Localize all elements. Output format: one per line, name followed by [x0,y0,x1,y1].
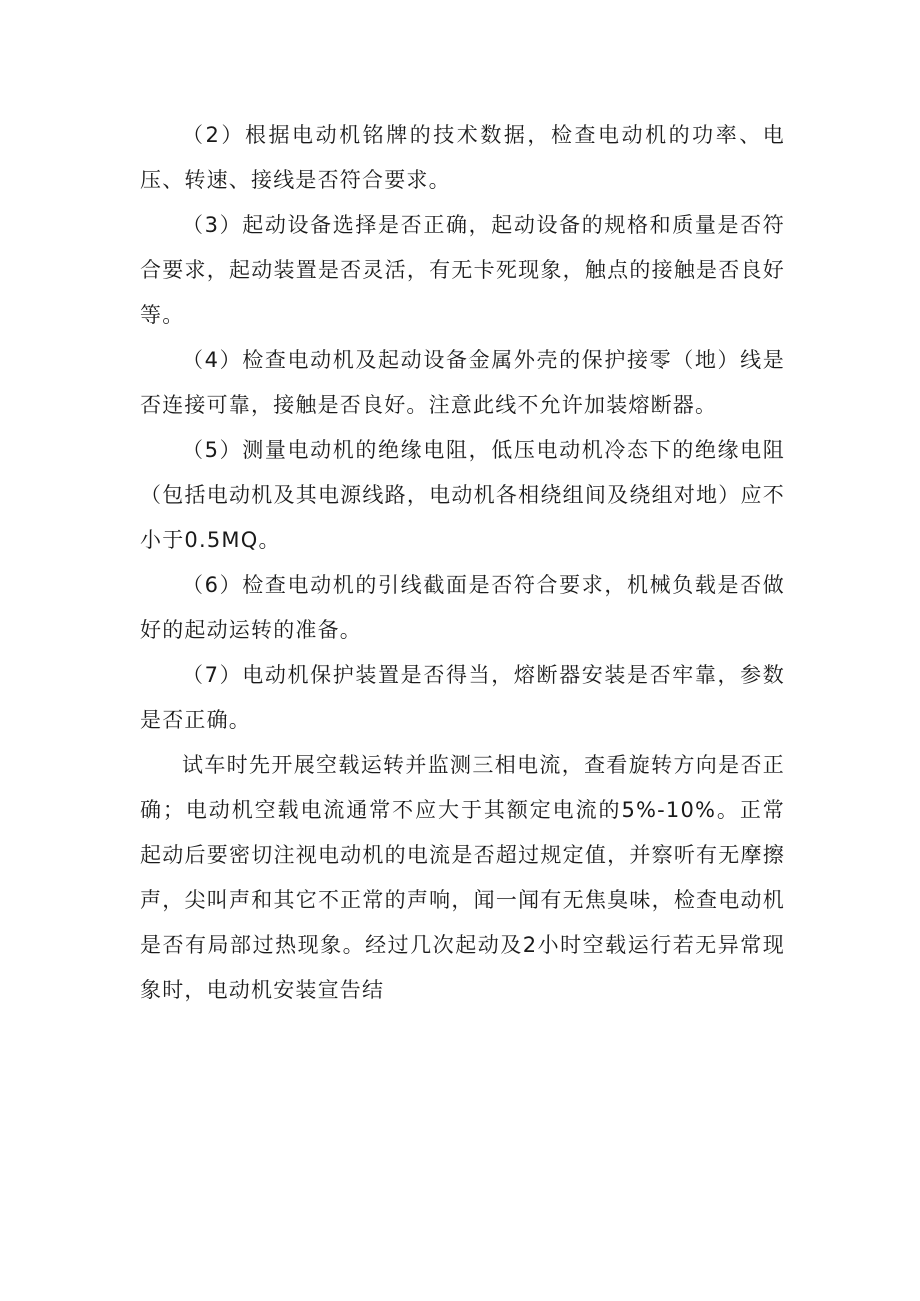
paragraph-item-7: （7）电动机保护装置是否得当，熔断器安装是否牢靠，参数是否正确。 [140,663,785,732]
paragraph-item-2: （2）根据电动机铭牌的技术数据，检查电动机的功率、电压、转速、接线是否符合要求。 [140,123,785,192]
paragraph-item-4: （4）检查电动机及起动设备金属外壳的保护接零（地）线是否连接可靠，接触是否良好。注意此线不允许加装熔断器。 [140,348,785,417]
paragraph-item-3: （3）起动设备选择是否正确，起动设备的规格和质量是否符合要求，起动装置是否灵活，有无卡死现象，触点的接触是否良好等。 [140,213,785,327]
paragraph-item-5: （5）测量电动机的绝缘电阻，低压电动机冷态下的绝缘电阻（包括电动机及其电源线路，电动机各相绕组间及绕组对地）应不小于0.5MQ。 [140,438,785,552]
paragraph-item-6: （6）检查电动机的引线截面是否符合要求，机械负载是否做好的起动运转的准备。 [140,573,785,642]
paragraph-trial-run: 试车时先开展空载运转并监测三相电流，查看旋转方向是否正确；电动机空载电流通常不应大于其额定电流的5%-10%。正常起动后要密切注视电动机的电流是否超过规定值，并察听有无摩擦声，尖叫声和其它不正常的声响，闻一闻有无焦臭味，检查电动机是否有局部过热现象。经过几次起动及2小时空载运行若无异常现象时，电动机安装宣告结 [140,753,785,1002]
